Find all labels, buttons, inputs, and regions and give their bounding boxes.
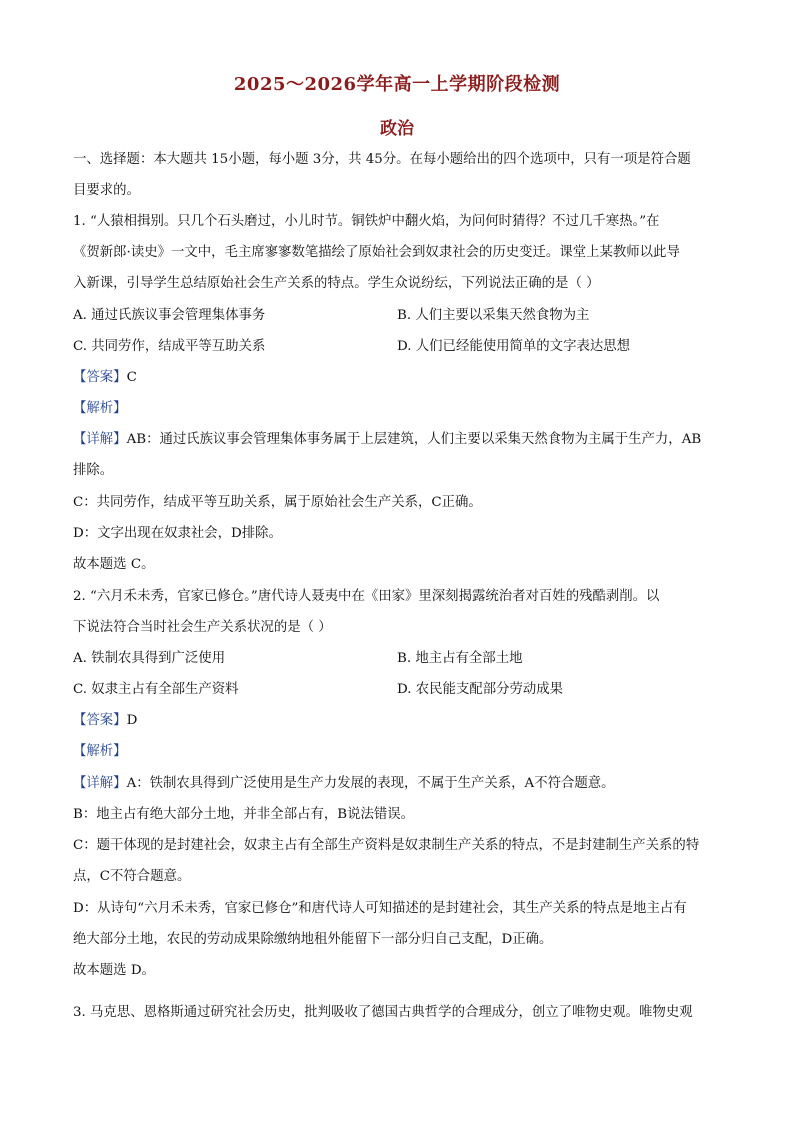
q2-stem-line1: 2. “六月禾未秀，官家已修仓。”唐代诗人聂夷中在《田家》里深刻揭露统治者对百姓的残酷剥削。以	[73, 589, 660, 604]
q1-stem-line1: 1. “人猿相揖别。只几个石头磨过，小儿时节。铜铁炉中翻火焰，为问何时猜得？不过几千寒热。”在	[73, 214, 660, 229]
q1-detail-line3: C：共同劳作，结成平等互助关系，属于原始社会生产关系，C正确。	[73, 495, 482, 510]
q1-analysis-tag: 【解析】	[73, 401, 127, 416]
q2-option-c: C. 奴隶主占有全部生产资料	[73, 682, 239, 697]
q2-option-d: D. 农民能支配部分劳动成果	[397, 682, 564, 697]
q1-answer	[73, 368, 137, 388]
detail-text: AB：通过氏族议事会管理集体事务属于上层建筑，人们主要以采集天然食物为主属于生产力，AB	[126, 432, 702, 447]
q1-stem-line2: 《贺新郎·读史》一文中，毛主席寥寥数笔描绘了原始社会到奴隶社会的历史变迁。课堂上某教师以此导	[73, 245, 680, 260]
answer-value: D	[126, 713, 138, 728]
q2-detail-line5: D：从诗句“六月禾未秀，官家已修仓”和唐代诗人可知描述的是封建社会，其生产关系的特点是地主占有	[73, 901, 687, 916]
q1-option-a: A. 通过氏族议事会管理集体事务	[73, 308, 266, 323]
q1-detail-line4: D：文字出现在奴隶社会，D排除。	[73, 526, 282, 541]
q2-analysis-tag: 【解析】	[73, 744, 127, 759]
answer-tag: 【答案】	[73, 370, 127, 385]
q2-detail-line3: C：题干体现的是封建社会，奴隶主占有全部生产资料是奴隶制生产关系的特点，不是封建制生产关系的特	[73, 838, 700, 853]
section-intro-cont: 目要求的。	[73, 183, 140, 198]
subject-title: 政治	[380, 119, 414, 139]
answer-value: C	[126, 370, 137, 385]
q1-option-c: C. 共同劳作，结成平等互助关系	[73, 339, 266, 354]
q1-stem-line3: 入新课，引导学生总结原始社会生产关系的特点。学生众说纷纭，下列说法正确的是（ ）	[73, 276, 600, 291]
q2-conclusion: 故本题选 D。	[73, 963, 155, 978]
q2-detail-line4: 点，C不符合题意。	[73, 869, 191, 884]
q2-detail-line6: 绝大部分土地，农民的劳动成果除缴纳地租外能留下一部分归自己支配，D正确。	[73, 932, 553, 947]
answer-tag: 【答案】	[73, 713, 127, 728]
q1-detail-line1	[73, 430, 701, 450]
q2-detail-line2: B：地主占有绝大部分土地，并非全部占有，B说法错误。	[73, 807, 415, 822]
q2-stem-line2: 下说法符合当时社会生产关系状况的是（ ）	[73, 620, 332, 635]
q1-option-b: B. 人们主要以采集天然食物为主	[397, 308, 590, 323]
q1-detail-line2: 排除。	[73, 463, 114, 478]
q1-conclusion: 故本题选 C。	[73, 557, 155, 572]
detail-tag: 【详解】	[73, 776, 127, 791]
q1-option-d: D. 人们已经能使用简单的文字表达思想	[397, 339, 631, 354]
q2-option-a: A. 铁制农具得到广泛使用	[73, 651, 226, 666]
section-intro: 一、选择题：本大题共 15小题，每小题 3分，共 45分。在每小题给出的四个选项中，只有一项是符合题	[73, 152, 691, 167]
page-title: 2025～2026学年高一上学期阶段检测	[233, 74, 561, 95]
detail-tag: 【详解】	[73, 432, 127, 447]
q2-option-b: B. 地主占有全部土地	[397, 651, 523, 666]
detail-text: A：铁制农具得到广泛使用是生产力发展的表现，不属于生产关系，A不符合题意。	[126, 776, 615, 791]
q2-answer	[73, 711, 137, 731]
q3-stem-line1: 3. 马克思、恩格斯通过研究社会历史，批判吸收了德国古典哲学的合理成分，创立了唯物史观。唯物史观	[73, 1005, 693, 1020]
q2-detail-line1	[73, 774, 615, 794]
